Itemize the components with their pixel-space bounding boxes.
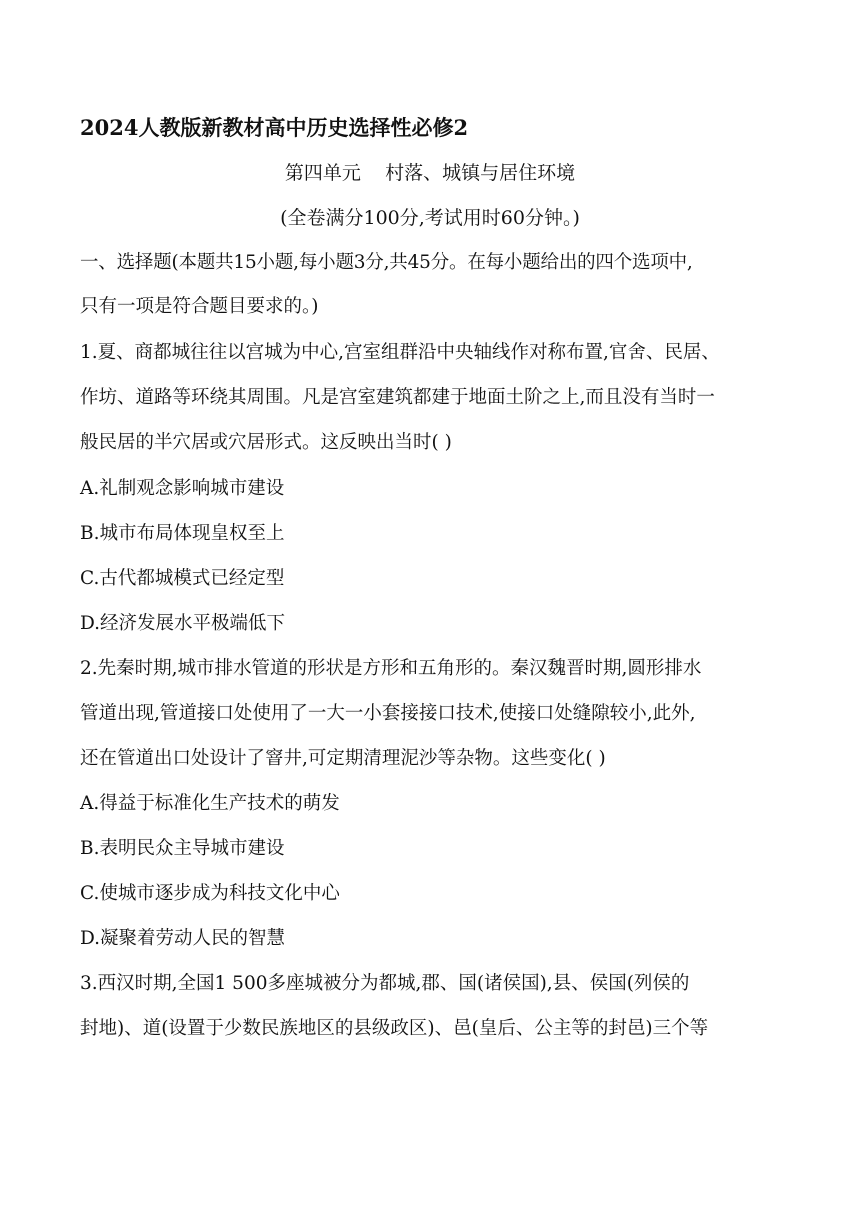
question-2-option-a: A.得益于标准化生产技术的萌发 [80, 793, 340, 814]
score-note: (全卷满分100分,考试用时60分钟。) [280, 207, 580, 229]
question-2-option-c: C.使城市逐步成为科技文化中心 [80, 883, 340, 904]
question-1-option-b: B.城市布局体现皇权至上 [80, 523, 285, 544]
question-3-stem-line: 封地)、道(设置于少数民族地区的县级政区)、邑(皇后、公主等的封邑)三个等 [80, 1018, 709, 1039]
question-2-stem-line: 还在管道出口处设计了窨井,可定期清理泥沙等杂物。这些变化( ) [80, 748, 606, 769]
question-3-stem-line: 3.西汉时期,全国1 500多座城被分为都城,郡、国(诸侯国),县、侯国(列侯的 [80, 973, 690, 994]
question-1-stem-line: 作坊、道路等环绕其周围。凡是宫室建筑都建于地面土阶之上,而且没有当时一 [80, 387, 715, 408]
section-heading-line: 只有一项是符合题目要求的。) [80, 296, 319, 317]
question-2-option-d: D.凝聚着劳动人民的智慧 [80, 928, 286, 949]
document-title: 2024人教版新教材高中历史选择性必修2 [80, 115, 469, 140]
question-1-option-a: A.礼制观念影响城市建设 [80, 478, 285, 499]
question-1-option-d: D.经济发展水平极端低下 [80, 613, 286, 634]
question-2-stem-line: 2.先秦时期,城市排水管道的形状是方形和五角形的。秦汉魏晋时期,圆形排水 [80, 658, 702, 679]
section-heading-line: 一、选择题(本题共15小题,每小题3分,共45分。在每小题给出的四个选项中, [80, 252, 693, 273]
unit-title: 第四单元 村落、城镇与居住环境 [284, 162, 576, 184]
question-1-stem-line: 般民居的半穴居或穴居形式。这反映出当时( ) [80, 432, 452, 453]
question-2-stem-line: 管道出现,管道接口处使用了一大一小套接接口技术,使接口处缝隙较小,此外, [80, 703, 696, 724]
question-1-stem-line: 1.夏、商都城往往以宫城为中心,宫室组群沿中央轴线作对称布置,官舍、民居、 [80, 342, 720, 363]
question-2-option-b: B.表明民众主导城市建设 [80, 838, 285, 859]
question-1-option-c: C.古代都城模式已经定型 [80, 568, 285, 589]
